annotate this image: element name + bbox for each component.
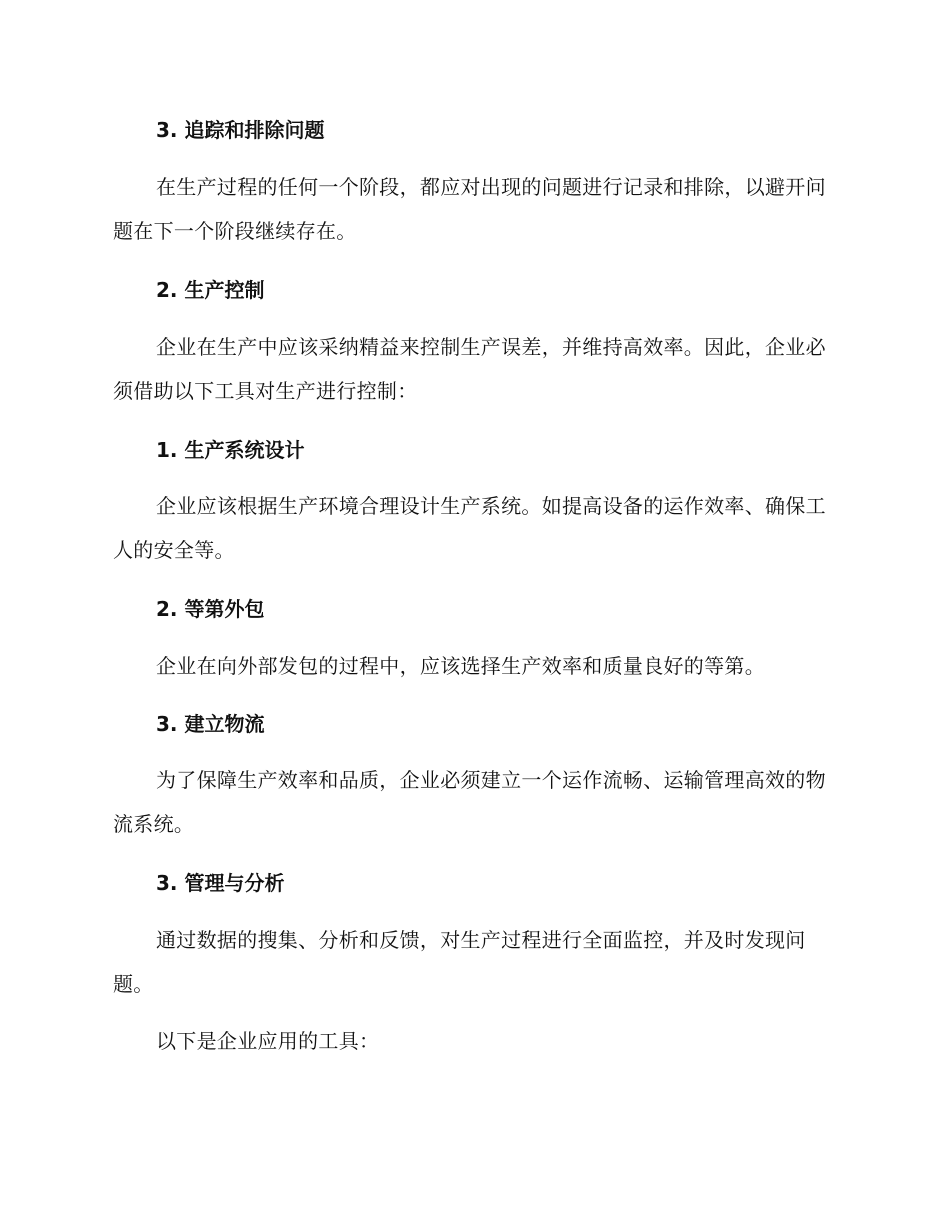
section-heading-outsourcing: 2. 等第外包 <box>156 597 265 621</box>
section-heading-trace-issues: 3. 追踪和排除问题 <box>156 118 325 142</box>
paragraph-production-control: 企业在生产中应该采纳精益来控制生产误差，并维持高效率。因此，企业必须借助以下工具对生产进行控制： <box>113 335 826 403</box>
paragraph-system-design: 企业应该根据生产环境合理设计生产系统。如提高设备的运作效率、确保工人的安全等。 <box>113 494 826 562</box>
paragraph-logistics: 为了保障生产效率和品质，企业必须建立一个运作流畅、运输管理高效的物流系统。 <box>113 768 826 836</box>
section-heading-management-analysis: 3. 管理与分析 <box>156 871 285 895</box>
paragraph-tools-intro: 以下是企业应用的工具： <box>156 1029 380 1053</box>
paragraph-management-analysis: 通过数据的搜集、分析和反馈，对生产过程进行全面监控，并及时发现问题。 <box>113 928 806 996</box>
section-heading-system-design: 1. 生产系统设计 <box>156 438 305 462</box>
section-heading-logistics: 3. 建立物流 <box>156 712 265 736</box>
paragraph-outsourcing: 企业在向外部发包的过程中，应该选择生产效率和质量良好的等第。 <box>156 654 765 678</box>
paragraph-trace-issues: 在生产过程的任何一个阶段，都应对出现的问题进行记录和排除，以避开问题在下一个阶段继续存在。 <box>113 175 826 243</box>
section-heading-production-control: 2. 生产控制 <box>156 278 265 302</box>
